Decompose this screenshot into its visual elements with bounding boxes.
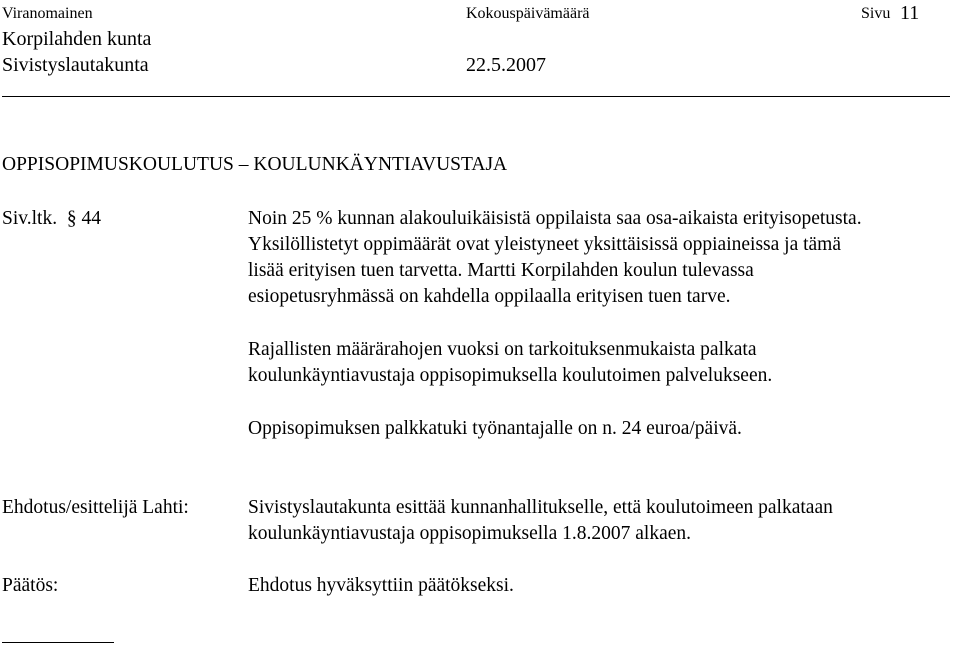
proposal-text [248, 495, 953, 547]
paragraph-line: Noin 25 % kunnan alakouluikäisistä oppilaista saa osa-aikaista erityisopetusta. [248, 208, 862, 229]
footer-rule [2, 642, 114, 643]
decision-text: Ehdotus hyväksyttiin päätökseksi. [248, 575, 514, 596]
paragraph-line: esiopetusryhmässä on kahdella oppilaalla erityisen tuen tarve. [248, 286, 731, 307]
paragraph-line: Rajallisten määrärahojen vuoksi on tarkoituksenmukaista palkata [248, 339, 757, 360]
committee-name: Sivistyslautakunta [2, 54, 149, 76]
decision-label: Päätös: [2, 575, 59, 596]
page-number: 11 [900, 2, 920, 24]
paragraph-line: Yksilöllistetyt oppimäärät ovat yleistyneet yksittäisissä oppiaineissa ja tämä [248, 234, 842, 255]
page-label: Sivu [861, 5, 891, 22]
header-rule [2, 96, 950, 97]
section-reference: Siv.ltk. § 44 [2, 208, 101, 229]
body-paragraph-1 [248, 206, 953, 310]
body-paragraph-2 [248, 337, 953, 389]
body-paragraph-3 [248, 416, 953, 442]
org-role: Viranomainen [2, 5, 93, 22]
municipality-name: Korpilahden kunta [2, 28, 152, 50]
paragraph-line: lisää erityisen tuen tarvetta. Martti Korpilahden koulun tulevassa [248, 260, 754, 281]
paragraph-line: Oppisopimuksen palkkatuki työnantajalle on n. 24 euroa/päivä. [248, 418, 742, 439]
document-title: OPPISOPIMUSKOULUTUS – KOULUNKÄYNTIAVUSTAJA [2, 154, 508, 175]
meeting-date: 22.5.2007 [466, 54, 546, 76]
paragraph-line: koulunkäyntiavustaja oppisopimuksella koulutoimen palvelukseen. [248, 365, 773, 386]
paragraph-line: Sivistyslautakunta esittää kunnanhallitukselle, että koulutoimeen palkataan [248, 497, 833, 518]
doc-type: Kokouspäivämäärä [466, 5, 590, 22]
paragraph-line: koulunkäyntiavustaja oppisopimuksella 1.8.2007 alkaen. [248, 523, 692, 544]
proposal-label: Ehdotus/esittelijä Lahti: [2, 497, 189, 518]
